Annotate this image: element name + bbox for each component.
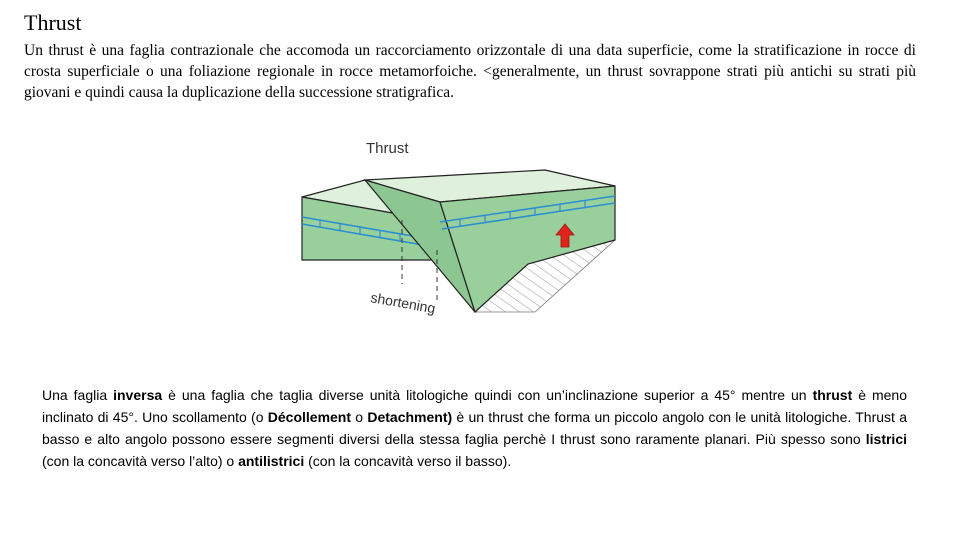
body-text: è un thrust che forma un piccolo angolo con le unità litologiche. Thrust a basso e alto angolo possono essere segmenti diversi della stessa faglia perchè I thrust sono raramente planari. Più spesso sono	[42, 409, 907, 447]
body-text: Una faglia	[42, 387, 114, 403]
slide-title: Thrust	[24, 10, 82, 35]
body-text: (con la concavità verso l’alto) o	[42, 453, 239, 469]
term-detachment: Detachment)	[367, 409, 453, 425]
term-thrust: thrust	[812, 387, 853, 403]
body-text: o	[351, 409, 368, 425]
term-antilistrici: antilistrici	[238, 453, 305, 469]
term-listrici: listrici	[865, 431, 907, 447]
term-decollement: Décollement	[267, 409, 352, 425]
thrust-diagram	[290, 132, 630, 332]
body-text: è una faglia che taglia diverse unità litologiche quindi con un’inclinazione superior a 45° mentre un	[162, 387, 813, 403]
figure-label-top: Thrust	[366, 140, 409, 157]
figure-label-bottom: shortening	[369, 289, 437, 317]
intro-paragraph: Un thrust è una faglia contrazionale che accomoda un raccorciamento orizzontale di una data superficie, come la stratificazione in rocce di crosta superficiale o una foliazione regionale in rocce metamorfoiche. <generalmente, un thrust sovrappone strati più antichi su strati più giovani e quindi causa la duplicazione della successione stratigrafica.	[24, 42, 916, 101]
body-text: è meno inclinato di 45°. Uno scollamento (o	[42, 387, 907, 425]
body-paragraph	[42, 384, 907, 472]
body-text: (con la concavità verso il basso).	[304, 453, 512, 469]
term-inversa: inversa	[113, 387, 163, 403]
